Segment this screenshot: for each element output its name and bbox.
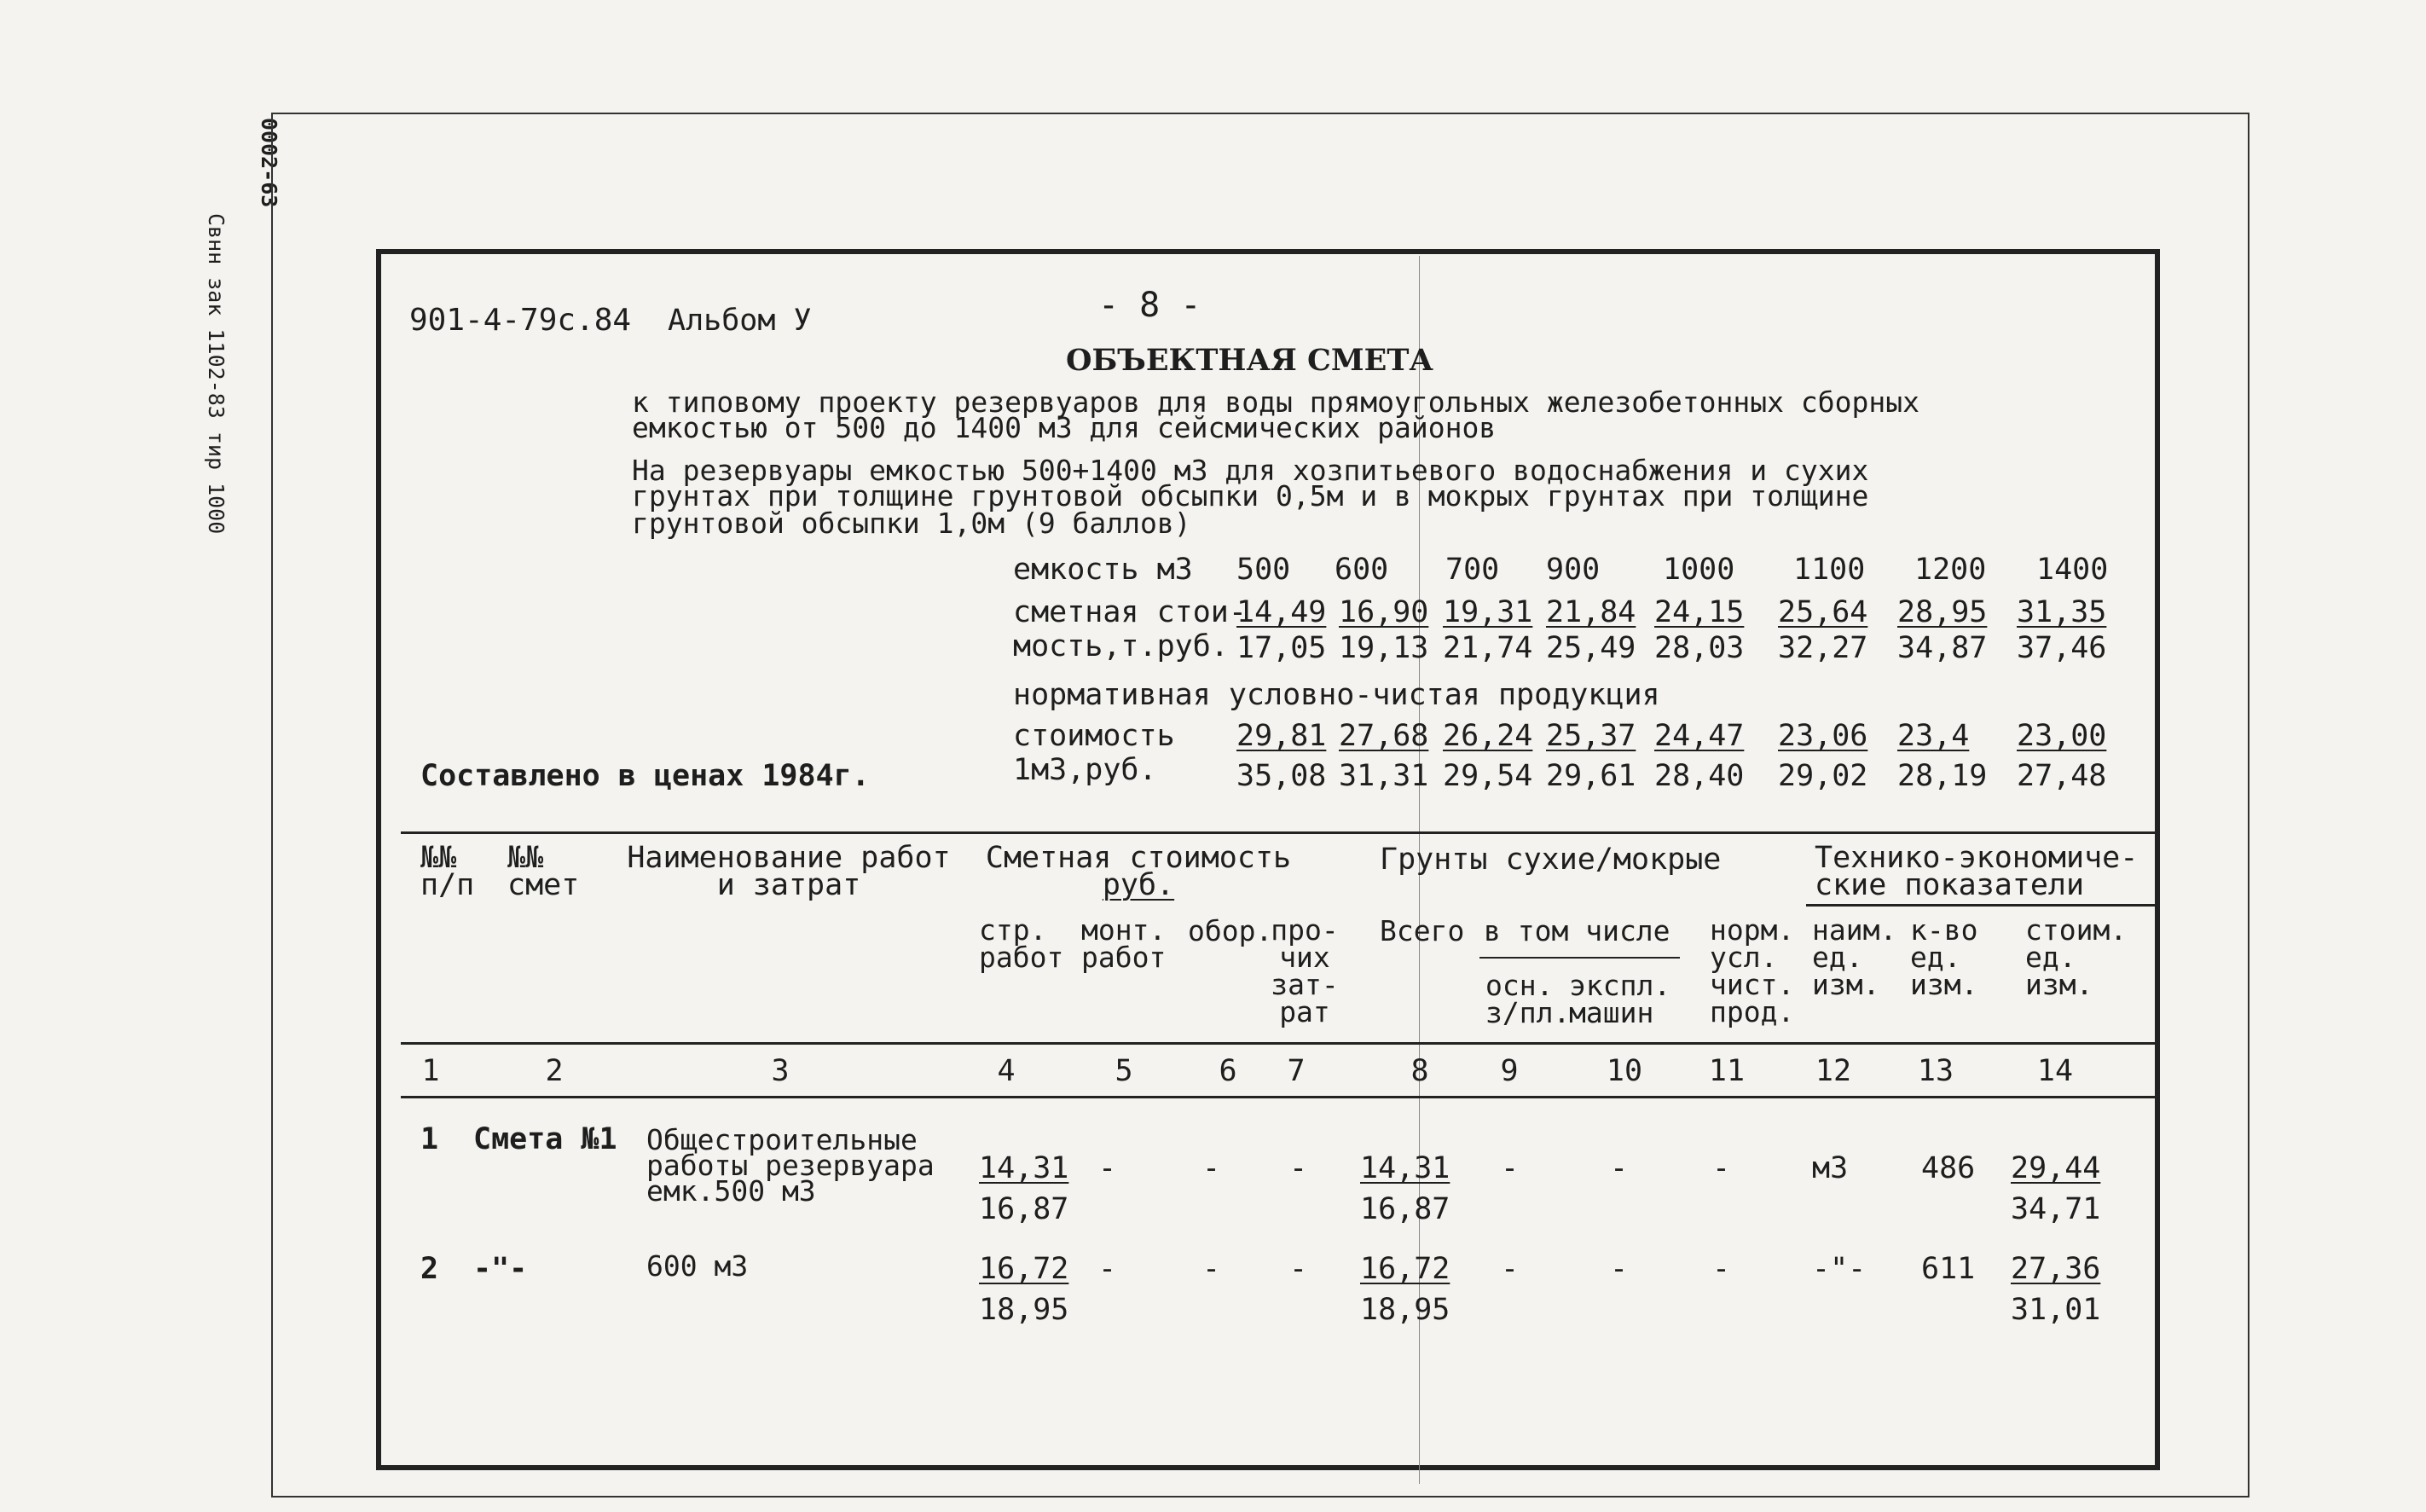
header-unit-qty-line-1: к-во <box>1910 913 1978 947</box>
column-number: 10 <box>1606 1054 1643 1088</box>
row-osn: - <box>1501 1151 1520 1185</box>
capacity-value: 600 <box>1335 553 1389 587</box>
incl-rule <box>1479 957 1680 959</box>
tech-group-rule <box>1806 904 2157 907</box>
cost-dry-value: 24,15 <box>1654 595 1745 629</box>
side-stamp: 0002-63 <box>257 118 281 208</box>
row-total-wet: 16,87 <box>1360 1192 1450 1226</box>
unit-cost-wet-value: 27,48 <box>2017 759 2107 793</box>
header-cost-line-2: руб. <box>1102 868 1175 902</box>
header-name-line-1: Наименование работ <box>627 841 951 875</box>
column-number: 11 <box>1708 1054 1746 1088</box>
header-pro <box>1271 913 1339 1028</box>
row-pro: - <box>1289 1151 1308 1185</box>
row-qty: 486 <box>1921 1151 1976 1185</box>
row-str-wet: 16,87 <box>979 1192 1069 1226</box>
row-eksp: - <box>1610 1151 1629 1185</box>
header-mont <box>1081 913 1167 974</box>
unit-cost-dry-value: 23,4 <box>1897 719 1970 753</box>
side-print-note: Свнн зак 1102-83 тир 1000 <box>204 213 229 535</box>
header-osn <box>1485 969 1571 1029</box>
album-label: Альбом У <box>668 304 812 338</box>
subtitle-line-1: к типовому проекту резервуаров для воды прямоугольных железобетонных сборных <box>632 385 1919 419</box>
header-no-line-1: №№ <box>420 841 457 875</box>
header-soil: Грунты сухие/мокрые <box>1380 843 1722 877</box>
cost-dry-value: 19,31 <box>1443 595 1533 629</box>
description-line-1: На резервуары емкостью 500+1400 м3 для хозпитьевого водоснабжения и сухих <box>632 454 1869 487</box>
header-norm-line-2: усл. <box>1710 941 1778 974</box>
header-unit-qty-line-3: изм. <box>1910 968 1978 1001</box>
header-bottom-rule <box>401 1042 2157 1045</box>
capacity-value: 1200 <box>1914 553 1987 587</box>
row-unit-cost-wet: 31,01 <box>2011 1293 2101 1327</box>
subtitle-line-2: емкостью от 500 до 1400 м3 для сейсмических районов <box>632 411 1497 444</box>
cost-dry-value: 28,95 <box>1897 595 1988 629</box>
header-obor: обор. <box>1188 914 1273 947</box>
header-cost <box>976 841 1300 902</box>
row-unit: -"- <box>1812 1252 1867 1286</box>
cost-wet-value: 25,49 <box>1546 631 1636 665</box>
cost-wet-value: 37,46 <box>2017 631 2107 665</box>
row-name-line-2: работы резервуара <box>646 1149 935 1182</box>
row-total-dry: 14,31 <box>1360 1151 1450 1185</box>
header-tech-line-2: ские показатели <box>1815 868 2085 902</box>
row-str-dry: 16,72 <box>979 1252 1069 1286</box>
document-code: 901-4-79с.84 <box>409 303 632 338</box>
unit-cost-wet-value: 29,02 <box>1778 759 1868 793</box>
unit-cost-wet-value: 29,61 <box>1546 759 1636 793</box>
column-number: 13 <box>1917 1054 1954 1088</box>
header-total: Всего <box>1380 914 1465 947</box>
cost-dry-value: 16,90 <box>1339 595 1429 629</box>
row-mont: - <box>1098 1151 1117 1185</box>
row-osn: - <box>1501 1252 1520 1286</box>
header-str-line-1: стр. <box>979 913 1047 947</box>
header-name <box>627 841 951 902</box>
unit-cost-wet-value: 28,40 <box>1654 759 1745 793</box>
row-mont: - <box>1098 1252 1117 1286</box>
row-unit-cost-dry: 27,36 <box>2011 1252 2101 1286</box>
column-number: 12 <box>1815 1054 1852 1088</box>
capacity-value: 500 <box>1236 553 1291 587</box>
header-name-line-2: и затрат <box>716 868 861 902</box>
row-estimate: Смета №1 <box>473 1122 617 1156</box>
unit-cost-dry-value: 26,24 <box>1443 719 1533 753</box>
row-obor: - <box>1202 1252 1221 1286</box>
header-norm-line-1: норм. <box>1710 913 1795 947</box>
unit-cost-wet-value: 29,54 <box>1443 759 1533 793</box>
unit-cost-dry-value: 27,68 <box>1339 719 1429 753</box>
column-number: 3 <box>771 1054 790 1088</box>
norm-label: нормативная условно-чистая продукция <box>1013 678 1660 712</box>
unit-cost-dry-value: 25,37 <box>1546 719 1636 753</box>
unit-cost-label-1: стоимость <box>1013 719 1175 753</box>
header-unit-name-line-3: изм. <box>1812 968 1880 1001</box>
header-estimate <box>507 841 580 902</box>
column-number: 5 <box>1115 1054 1133 1088</box>
header-osn-line-2: з/пл. <box>1485 996 1571 1029</box>
cost-dry-value: 21,84 <box>1546 595 1636 629</box>
row-name <box>646 1123 935 1208</box>
header-no-line-2: п/п <box>420 868 475 902</box>
numbers-bottom-rule <box>401 1096 2157 1098</box>
header-unit-cost-line-3: изм. <box>2025 968 2093 1001</box>
cost-dry-value: 25,64 <box>1778 595 1868 629</box>
description-line-3: грунтовой обсыпки 1,0м (9 баллов) <box>632 507 1191 540</box>
column-number: 8 <box>1410 1054 1429 1088</box>
row-obor: - <box>1202 1151 1221 1185</box>
row-total-dry: 16,72 <box>1360 1252 1450 1286</box>
row-pro: - <box>1289 1252 1308 1286</box>
header-pro-line-1: про- <box>1271 913 1339 947</box>
cost-label-1: сметная стои- <box>1013 595 1247 629</box>
column-number: 9 <box>1500 1054 1519 1088</box>
header-unit-cost-line-2: ед. <box>2025 941 2076 974</box>
cost-wet-value: 19,13 <box>1339 631 1429 665</box>
cost-dry-value: 31,35 <box>2017 595 2107 629</box>
header-tech-line-1: Технико-экономиче- <box>1815 841 2139 875</box>
row-norm: - <box>1712 1151 1731 1185</box>
row-number: 1 <box>420 1122 439 1156</box>
row-qty: 611 <box>1921 1252 1976 1286</box>
capacity-label: емкость м3 <box>1013 553 1193 587</box>
unit-cost-wet-value: 35,08 <box>1236 759 1327 793</box>
capacity-value: 1100 <box>1793 553 1866 587</box>
row-str-dry: 14,31 <box>979 1151 1069 1185</box>
cost-wet-value: 21,74 <box>1443 631 1533 665</box>
header-osn-line-1: осн. <box>1485 969 1554 1002</box>
header-unit-qty-line-2: ед. <box>1910 941 1961 974</box>
cost-label-2: мость,т.руб. <box>1013 629 1229 663</box>
header-pro-line-3: зат- <box>1271 968 1339 1001</box>
header-pro-line-4: рат <box>1279 995 1330 1028</box>
unit-cost-wet-value: 28,19 <box>1897 759 1988 793</box>
cost-wet-value: 28,03 <box>1654 631 1745 665</box>
header-eksp-line-1: экспл. <box>1569 969 1671 1002</box>
header-str-line-2: работ <box>979 941 1064 974</box>
unit-cost-dry-value: 29,81 <box>1236 719 1327 753</box>
capacity-value: 1400 <box>2036 553 2109 587</box>
column-number: 1 <box>421 1054 440 1088</box>
row-str-wet: 18,95 <box>979 1293 1069 1327</box>
column-number: 14 <box>2036 1054 2074 1088</box>
row-norm: - <box>1712 1252 1731 1286</box>
header-pro-line-2: чих <box>1279 941 1330 974</box>
column-number: 4 <box>997 1054 1016 1088</box>
header-mont-line-2: работ <box>1081 941 1167 974</box>
header-norm-line-3: чист. <box>1710 968 1795 1001</box>
unit-cost-dry-value: 23,00 <box>2017 719 2107 753</box>
cost-wet-value: 17,05 <box>1236 631 1327 665</box>
capacity-value: 700 <box>1445 553 1500 587</box>
page-number: - 8 - <box>1098 286 1201 325</box>
row-name <box>646 1249 749 1283</box>
row-eksp: - <box>1610 1252 1629 1286</box>
prices-note: Составлено в ценах 1984г. <box>420 759 870 793</box>
header-norm-line-4: прод. <box>1710 995 1795 1028</box>
unit-cost-dry-value: 23,06 <box>1778 719 1868 753</box>
row-unit: м3 <box>1812 1151 1849 1185</box>
header-tech <box>1815 841 2139 902</box>
header-no <box>420 841 475 902</box>
header-estimate-line-1: №№ <box>507 841 544 875</box>
header-unit-name-line-1: наим. <box>1812 913 1897 947</box>
unit-cost-dry-value: 24,47 <box>1654 719 1745 753</box>
column-number: 6 <box>1219 1054 1237 1088</box>
header-cost-line-1: Сметная стоимость <box>985 841 1292 875</box>
row-name-line-1: Общестроительные <box>646 1123 918 1156</box>
header-estimate-line-2: смет <box>507 868 580 902</box>
cost-dry-value: 14,49 <box>1236 595 1327 629</box>
description-line-2: грунтах при толщине грунтовой обсыпки 0,5м и в мокрых грунтах при толщине <box>632 479 1869 513</box>
cost-wet-value: 34,87 <box>1897 631 1988 665</box>
header-mont-line-1: монт. <box>1081 913 1167 947</box>
row-name-line-1: 600 м3 <box>646 1249 749 1283</box>
header-unit-name <box>1812 913 1897 1001</box>
column-number: 2 <box>545 1054 564 1088</box>
header-eksp-line-2: машин <box>1569 996 1654 1029</box>
header-eksp <box>1569 969 1671 1029</box>
header-norm <box>1710 913 1795 1028</box>
header-unit-qty <box>1910 913 1978 1001</box>
header-str <box>979 913 1064 974</box>
row-total-wet: 18,95 <box>1360 1293 1450 1327</box>
header-unit-cost <box>2025 913 2128 1001</box>
header-unit-name-line-2: ед. <box>1812 941 1863 974</box>
capacity-value: 900 <box>1546 553 1601 587</box>
cost-wet-value: 32,27 <box>1778 631 1868 665</box>
unit-cost-wet-value: 31,31 <box>1339 759 1429 793</box>
row-name-line-3: емк.500 м3 <box>646 1174 816 1208</box>
capacity-value: 1000 <box>1663 553 1735 587</box>
row-unit-cost-dry: 29,44 <box>2011 1151 2101 1185</box>
row-number: 2 <box>420 1252 439 1286</box>
unit-cost-label-2: 1м3,руб. <box>1013 753 1157 787</box>
row-estimate: -"- <box>473 1252 528 1286</box>
column-number: 7 <box>1287 1054 1306 1088</box>
row-unit-cost-wet: 34,71 <box>2011 1192 2101 1226</box>
header-unit-cost-line-1: стоим. <box>2025 913 2128 947</box>
header-incl: в том числе <box>1484 914 1670 947</box>
document-title: ОБЪЕКТНАЯ СМЕТА <box>1066 343 1433 378</box>
table-top-rule <box>401 831 2157 834</box>
